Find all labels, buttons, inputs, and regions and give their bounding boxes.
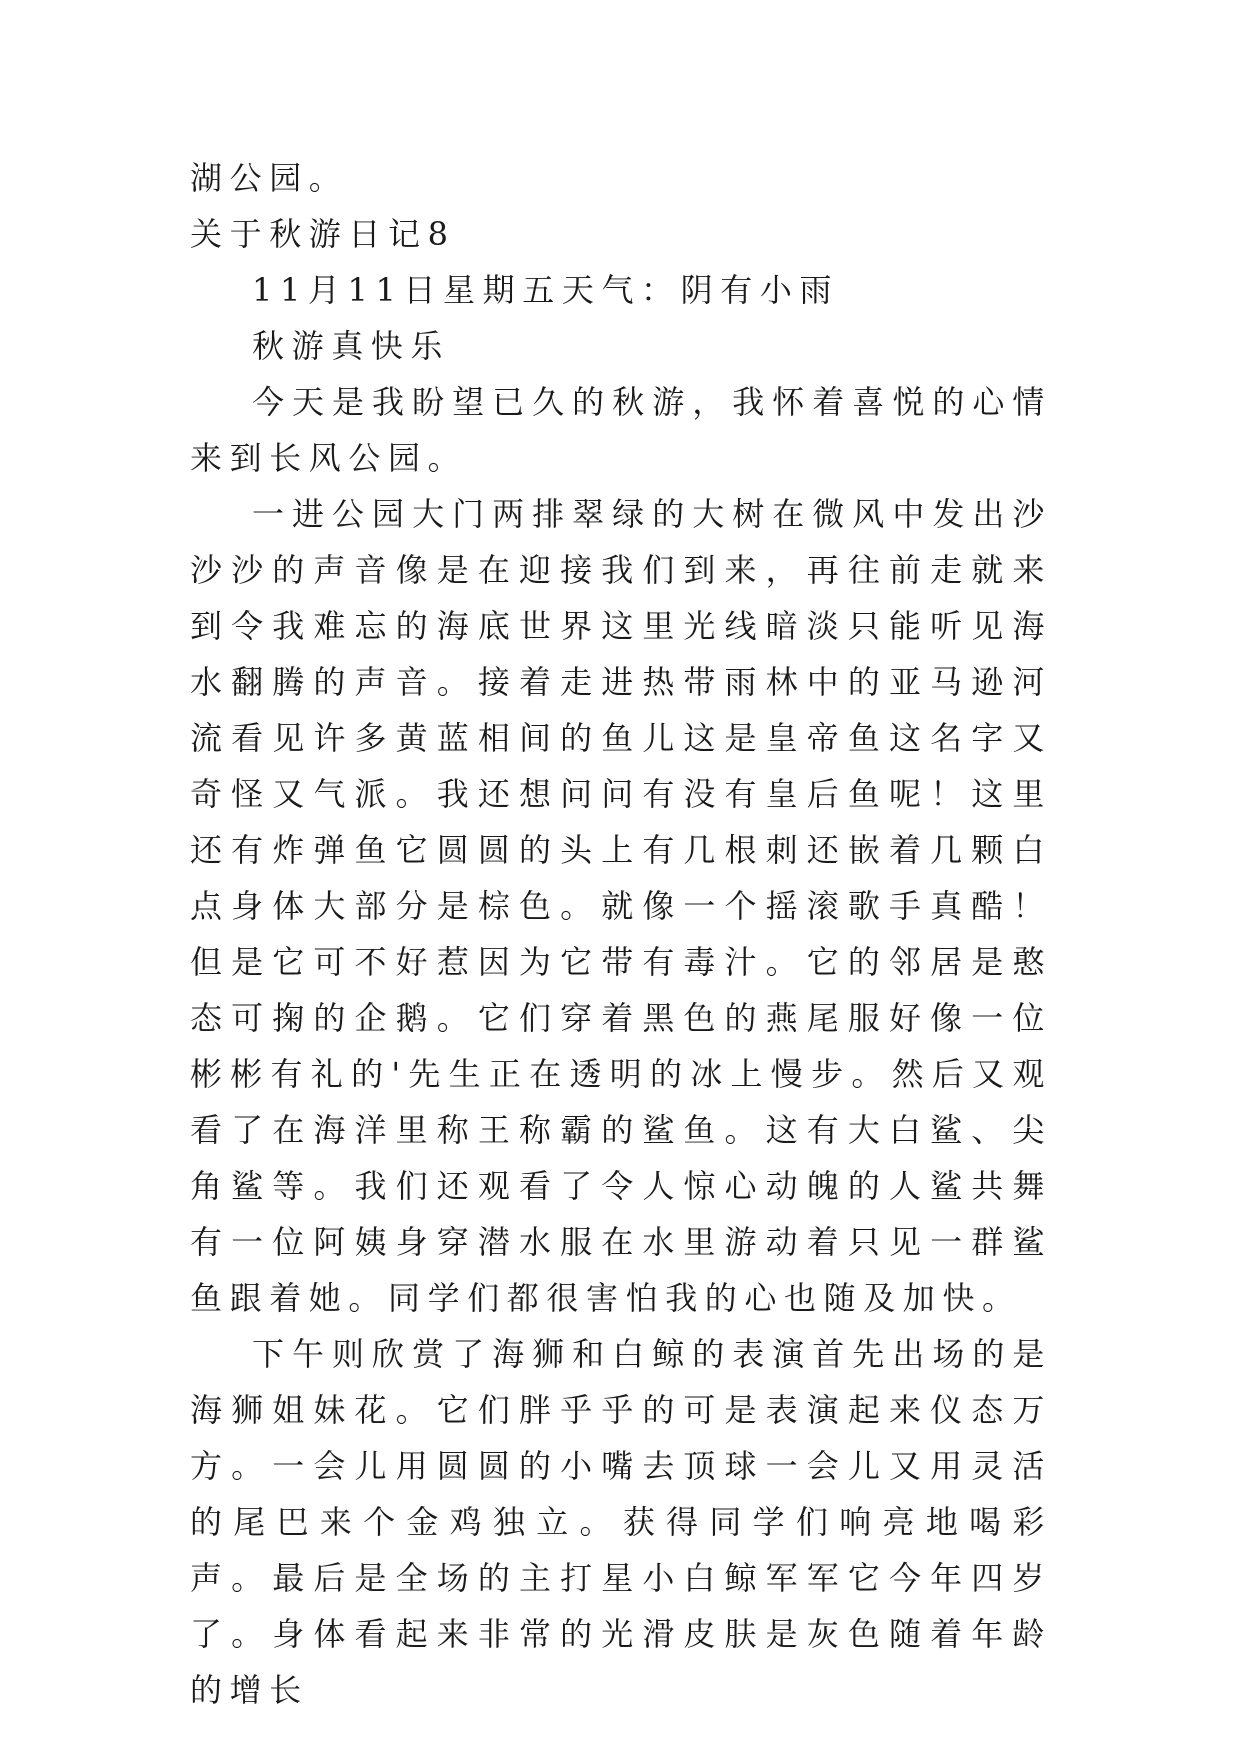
document-body — [190, 150, 1052, 1718]
entry-subtitle: 秋游真快乐 — [252, 327, 451, 365]
entry-date-line: 11月11日星期五天气：阴有小雨 — [252, 271, 840, 309]
entry-heading: 关于秋游日记8 — [190, 215, 456, 253]
paragraph-afternoon-show: 下午则欣赏了海狮和白鲸的表演首先出场的是海狮姐妹花。它们胖乎乎的可是表演起来仪态万方。一会儿用圆圆的小嘴去顶球一会儿又用灵活的尾巴来个金鸡独立。获得同学们响亮地喝彩声。最后是全场的主打星小白鲸军军它今年四岁了。身体看起来非常的光滑皮肤是灰色随着年龄的增长 — [190, 1335, 1052, 1709]
paragraph-ocean-world: 一进公园大门两排翠绿的大树在微风中发出沙沙沙的声音像是在迎接我们到来，再往前走就来到令我难忘的海底世界这里光线暗淡只能听见海水翻腾的声音。接着走进热带雨林中的亚马逊河流看见许多黄蓝相间的鱼儿这是皇帝鱼这名字又奇怪又气派。我还想问问有没有皇后鱼呢！这里还有炸弹鱼它圆圆的头上有几根刺还嵌着几颗白点身体大部分是棕色。就像一个摇滚歌手真酷！但是它可不好惹因为它带有毒汁。它的邻居是憨态可掬的企鹅。它们穿着黑色的燕尾服好像一位彬彬有礼的'先生正在透明的冰上慢步。然后又观看了在海洋里称王称霸的鲨鱼。这有大白鲨、尖角鲨等。我们还观看了令人惊心动魄的人鲨共舞有一位阿姨身穿潜水服在水里游动着只见一群鲨鱼跟着她。同学们都很害怕我的心也随及加快。 — [190, 495, 1052, 1317]
paragraph-intro: 今天是我盼望已久的秋游，我怀着喜悦的心情来到长风公园。 — [190, 383, 1052, 477]
previous-entry-tail: 湖公园。 — [190, 159, 349, 197]
